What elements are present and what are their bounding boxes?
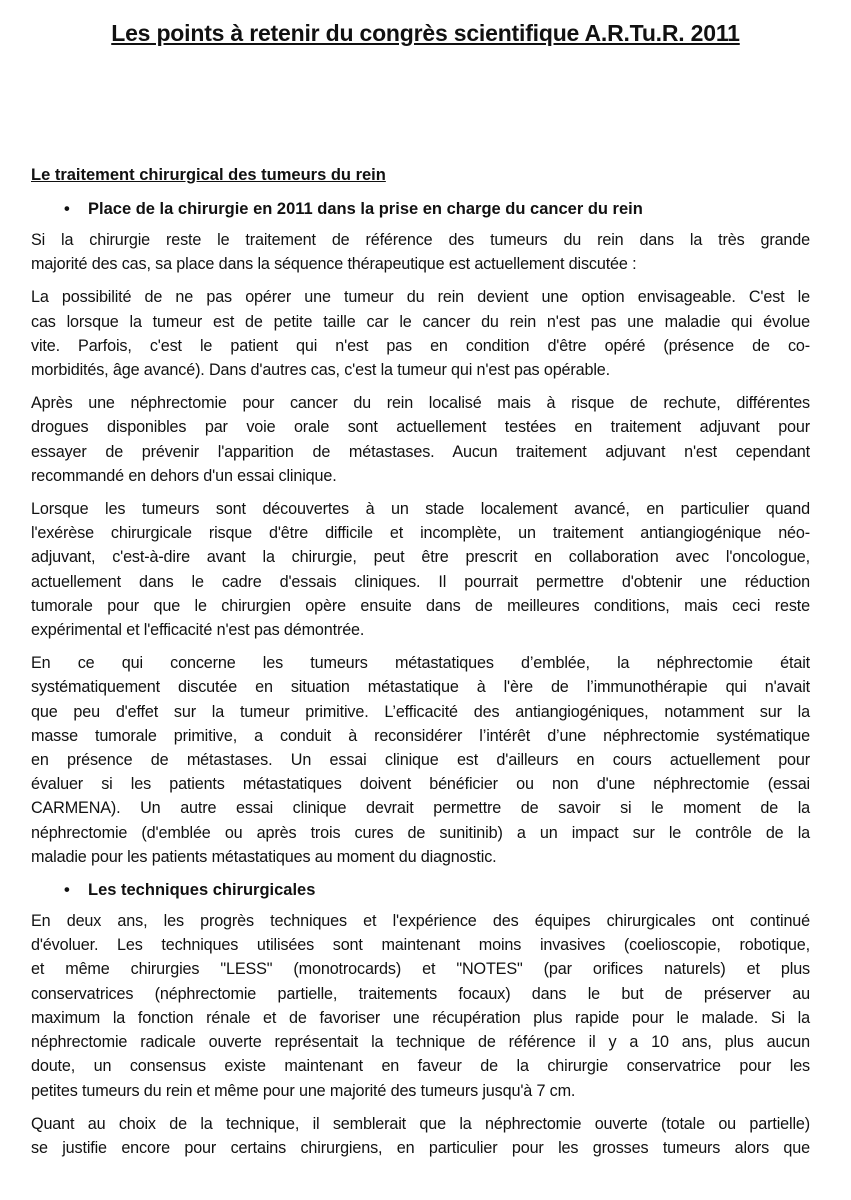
text-line: maladie pour les patients métastatiques au moment du diagnostic. — [31, 847, 497, 866]
text-line: l'exérèse chirurgicale risque d'être difficile et incomplète, un traitement antiangiogénique néo- — [31, 524, 810, 543]
text-line: évaluer si les patients métastatiques doivent bénéficier ou non d'une néphrectomie (essai — [31, 775, 810, 794]
text-line: La possibilité de ne pas opérer une tumeur du rein devient une option envisageable. C'est le — [31, 288, 810, 307]
text-line: expérimental et l'efficacité n'est pas démontrée. — [31, 621, 365, 640]
paragraph — [31, 1112, 810, 1160]
text-line: maximum la fonction rénale et de favoriser une récupération plus rapide pour le malade. Si la — [31, 1008, 810, 1027]
text-line: Quant au choix de la technique, il semblerait que la néphrectomie ouverte (totale ou partielle) — [31, 1114, 810, 1133]
text-line: Lorsque les tumeurs sont découvertes à un stade localement avancé, en particulier quand — [31, 500, 810, 519]
text-line: néphrectomie radicale ouverte représentait la technique de référence il y a 10 ans, plus aucun — [31, 1033, 810, 1052]
text-line: tumorale pour que le chirurgien opère ensuite dans de meilleures conditions, mais ceci reste — [31, 596, 810, 615]
text-line: et même chirurgies "LESS" (monotrocards) et "NOTES" (par orifices naturels) et plus — [31, 960, 810, 979]
text-line: masse tumorale primitive, a conduit à reconsidérer l’intérêt d’une néphrectomie systématique — [31, 726, 810, 745]
paragraph — [31, 497, 810, 642]
text-line: essayer de prévenir l'apparition de métastases. Aucun traitement adjuvant n'est cependant — [31, 442, 810, 461]
bullet-heading-label: Les techniques chirurgicales — [88, 881, 316, 900]
text-line: En deux ans, les progrès techniques et l'expérience des équipes chirurgicales ont continué — [31, 912, 810, 931]
text-line: cas lorsque la tumeur est de petite taille car le cancer du rein n'est pas une maladie qui évolue — [31, 312, 810, 331]
text-line: drogues disponibles par voie orale sont actuellement testées en traitement adjuvant pour — [31, 418, 810, 437]
text-line: vite. Parfois, c'est le patient qui n'est pas en condition d'être opéré (présence de co- — [31, 336, 810, 355]
text-line: en présence de métastases. Un essai clinique est d'ailleurs en cours actuellement pour — [31, 751, 810, 770]
text-line: adjuvant, c'est-à-dire avant la chirurgie, peut être prescrit en collaboration avec l'oncologue, — [31, 548, 810, 567]
paragraph — [31, 909, 810, 1103]
text-line: Après une néphrectomie pour cancer du rein localisé mais à risque de rechute, différentes — [31, 394, 810, 413]
text-line: doute, un consensus existe maintenant en faveur de la chirurgie conservatrice pour les — [31, 1057, 810, 1076]
bullet-icon: • — [64, 200, 70, 218]
text-line: majorité des cas, sa place dans la séquence thérapeutique est actuellement discutée : — [31, 255, 637, 274]
paragraph — [31, 651, 810, 869]
text-line: néphrectomie (d'emblée ou après trois cures de sunitinib) a un impact sur le contrôle de la — [31, 823, 810, 842]
paragraph — [31, 228, 810, 276]
text-line: actuellement dans le cadre d'essais cliniques. Il pourrait permettre d'obtenir une réduction — [31, 572, 810, 591]
text-line: se justifie encore pour certains chirurgiens, en particulier pour les grosses tumeurs alors que — [31, 1138, 810, 1157]
text-line: que peu d'effet sur la tumeur primitive. L’efficacité des antiangiogéniques, notamment sur la — [31, 702, 810, 721]
text-line: d'évoluer. Les techniques utilisées sont maintenant moins invasives (coelioscopie, robotique, — [31, 936, 810, 955]
text-line: CARMENA). Un autre essai clinique devrait permettre de savoir si le moment de la — [31, 799, 810, 818]
page-title: Les points à retenir du congrès scientifique A.R.Tu.R. 2011 — [111, 20, 740, 46]
paragraph — [31, 285, 810, 382]
bullet-heading — [31, 197, 810, 221]
text-line: En ce qui concerne les tumeurs métastatiques d’emblée, la néphrectomie était — [31, 654, 810, 673]
text-line: conservatrices (néphrectomie partielle, traitements focaux) dans le but de préserver au — [31, 984, 810, 1003]
text-line: morbidités, âge avancé). Dans d'autres cas, c'est la tumeur qui n'est pas opérable. — [31, 361, 610, 380]
text-line: petites tumeurs du rein et même pour une majorité des tumeurs jusqu'à 7 cm. — [31, 1081, 576, 1100]
section-heading: Le traitement chirurgical des tumeurs du rein — [31, 166, 386, 184]
bullet-heading — [31, 878, 810, 902]
text-line: recommandé en dehors d'un essai clinique. — [31, 466, 337, 485]
bullet-icon: • — [64, 881, 70, 900]
text-line: systématiquement discutée en situation métastatique à l'ère de l’immunothérapie qui n'avait — [31, 678, 810, 697]
bullet-heading-label: Place de la chirurgie en 2011 dans la prise en charge du cancer du rein — [88, 200, 643, 218]
text-line: Si la chirurgie reste le traitement de référence des tumeurs du rein dans la très grande — [31, 231, 810, 249]
paragraph — [31, 391, 810, 488]
document-body — [31, 163, 810, 1169]
